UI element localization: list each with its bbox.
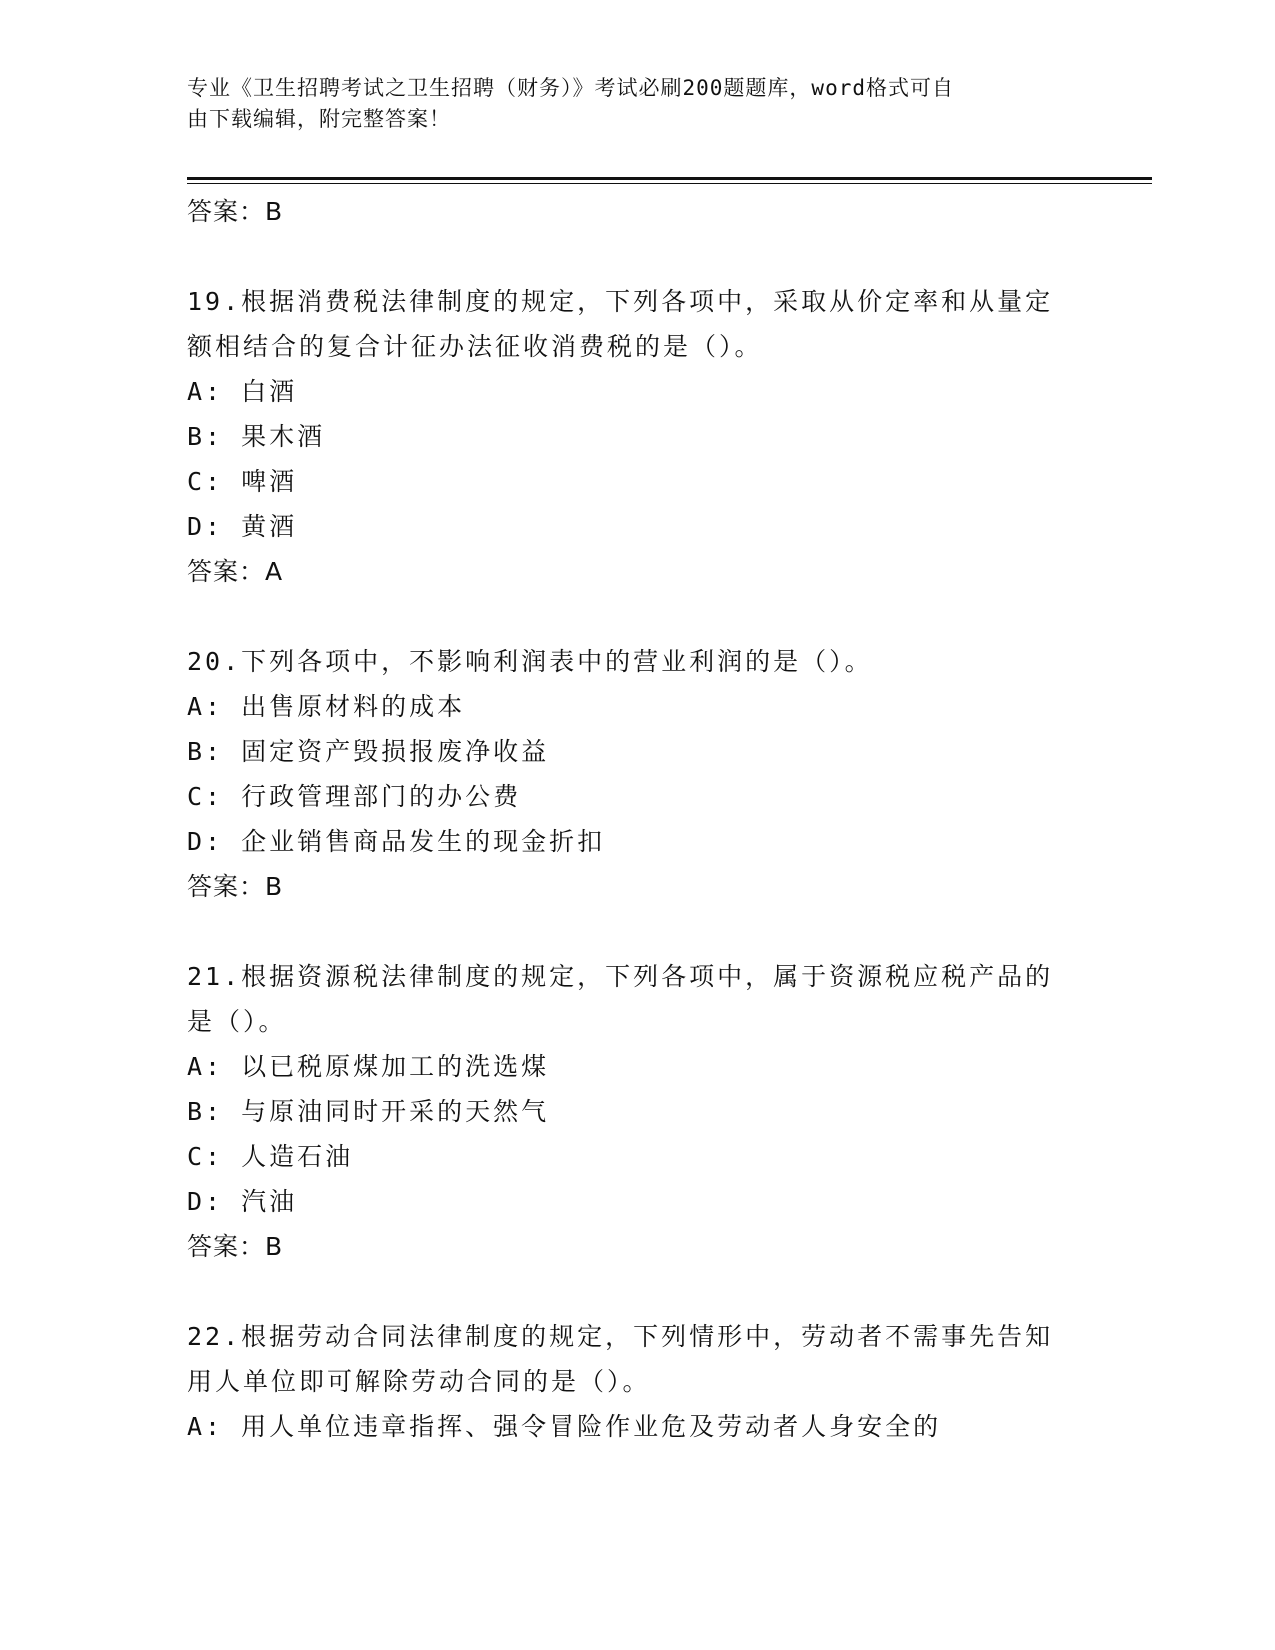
option-b: B: 与原油同时开采的天然气: [187, 1097, 550, 1126]
option-c: C: 行政管理部门的办公费: [187, 782, 522, 811]
answer-line: 答案：B: [187, 872, 284, 901]
spacer: [187, 594, 1087, 639]
header-line-2: 由下载编辑，附完整答案！: [187, 107, 451, 131]
question-stem-line: 额相结合的复合计征办法征收消费税的是（）。: [187, 332, 763, 361]
question-stem-line: 19.根据消费税法律制度的规定，下列各项中，采取从价定率和从量定: [187, 287, 1054, 316]
spacer: [187, 909, 1087, 954]
option-d: D: 企业销售商品发生的现金折扣: [187, 827, 606, 856]
option-d: D: 汽油: [187, 1187, 298, 1216]
option-d: D: 黄酒: [187, 512, 298, 541]
question-21: [187, 954, 1087, 1269]
question-20: [187, 639, 1087, 909]
answer-line: 答案：B: [187, 1232, 284, 1261]
header-rule-thick: [187, 177, 1152, 180]
option-b: B: 果木酒: [187, 422, 326, 451]
question-19: [187, 279, 1087, 594]
spacer: [187, 234, 1087, 279]
option-c: C: 啤酒: [187, 467, 298, 496]
option-c: C: 人造石油: [187, 1142, 354, 1171]
question-list: [187, 189, 1087, 1449]
answer-line: 答案：A: [187, 557, 284, 586]
option-a: A: 白酒: [187, 377, 298, 406]
document-header: [187, 73, 1067, 135]
option-a: A: 以已税原煤加工的洗选煤: [187, 1052, 550, 1081]
question-stem-line: 是（）。: [187, 1007, 287, 1036]
question-22: [187, 1314, 1087, 1449]
option-a: A: 用人单位违章指挥、强令冒险作业危及劳动者人身安全的: [187, 1412, 942, 1441]
spacer: [187, 1269, 1087, 1314]
question-stem-line: 22.根据劳动合同法律制度的规定，下列情形中，劳动者不需事先告知: [187, 1322, 1054, 1351]
question-stem-line: 用人单位即可解除劳动合同的是（）。: [187, 1367, 651, 1396]
previous-answer: 答案：B: [187, 197, 284, 226]
question-stem-line: 20.下列各项中，不影响利润表中的营业利润的是（）。: [187, 647, 873, 676]
question-stem-line: 21.根据资源税法律制度的规定，下列各项中，属于资源税应税产品的: [187, 962, 1054, 991]
option-a: A: 出售原材料的成本: [187, 692, 466, 721]
header-rule-thin: [187, 183, 1152, 184]
option-b: B: 固定资产毁损报废净收益: [187, 737, 550, 766]
header-line-1: 专业《卫生招聘考试之卫生招聘（财务）》考试必刷200题题库，word格式可自: [187, 76, 954, 100]
